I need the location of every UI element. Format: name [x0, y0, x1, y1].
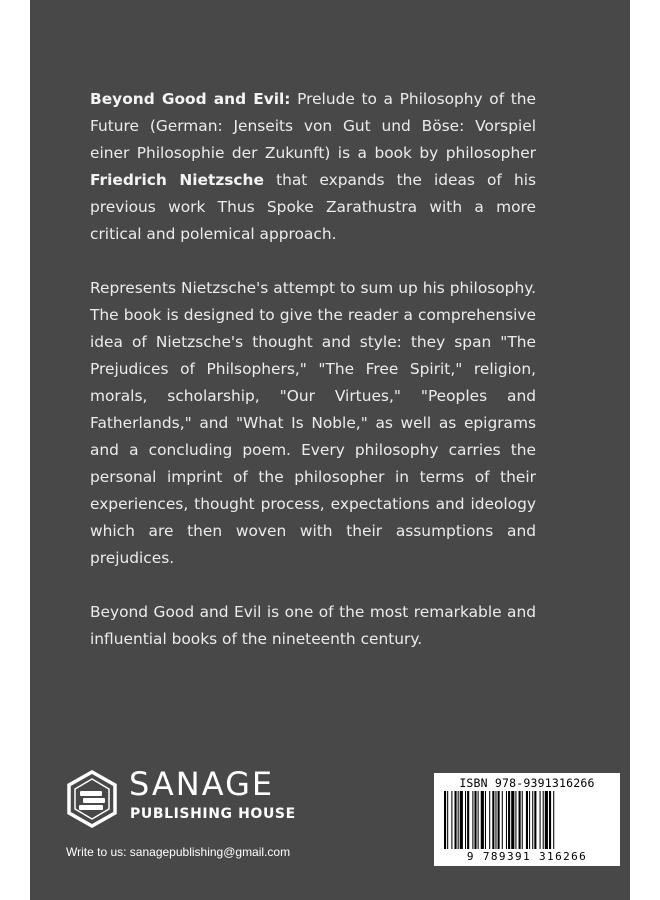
book-description — [90, 86, 536, 680]
books-hexagon-icon — [66, 770, 118, 828]
description-paragraph-2: Represents Nietzsche's attempt to sum up his philosophy. The book is designed to give the reader a comprehensive idea of Nietzsche's thought and style: they span "The Prejudices of Philsophers," "The Free Spirit," religion, morals, scholarship, "Our Virtues," "Peoples and Fatherlands," and "What Is Noble," as well as epigrams and a concluding poem. Every philosophy carries the personal imprint of the philosopher in terms of their experiences, thought process, expectations and ideology which are then woven with their assumptions and prejudices. — [90, 279, 536, 567]
description-paragraph-1: Beyond Good and Evil: Prelude to a Philosophy of the Future (German: Jenseits von Gut und Böse: Vorspiel einer Philosophie der Zukunft) is a book by philosopher Friedrich Nietzsche that expands the ideas of his previous work Thus Spoke Zarathustra with a more critical and polemical approach. — [90, 90, 537, 243]
barcode-bar — [447, 791, 448, 849]
book-title: Beyond Good and Evil: — [90, 90, 291, 108]
barcode-bar — [534, 791, 536, 849]
author-name: Friedrich Nietzsche — [90, 171, 264, 189]
barcode-bar — [492, 791, 494, 849]
barcode-bar — [444, 791, 446, 849]
publisher-block — [66, 766, 316, 836]
isbn-barcode — [434, 773, 620, 866]
description-paragraph-3: Beyond Good and Evil is one of the most remarkable and influential books of the nineteenth century. — [90, 603, 536, 648]
barcode-bars — [438, 791, 616, 849]
barcode-bar — [529, 791, 530, 849]
barcode-bar — [465, 791, 466, 849]
barcode-bar — [481, 791, 484, 849]
barcode-bar — [549, 791, 551, 849]
barcode-bar — [458, 791, 459, 849]
barcode-bar — [485, 791, 486, 849]
isbn-label: ISBN 978-9391316266 — [459, 776, 595, 790]
barcode-bar — [545, 791, 548, 849]
contact-email: Write to us: sanagepublishing@gmail.com — [66, 845, 291, 859]
barcode-bar — [553, 791, 554, 849]
barcode-bar — [515, 791, 516, 849]
barcode-bar — [472, 791, 473, 849]
barcode-bar — [506, 791, 507, 849]
barcode-bar — [460, 791, 463, 849]
barcode-bar — [474, 791, 476, 849]
barcode-bar — [519, 791, 521, 849]
barcode-bar — [522, 791, 523, 849]
barcode-bar — [451, 791, 452, 849]
publisher-name: SANAGE — [129, 765, 275, 803]
barcode-bar — [478, 791, 479, 849]
barcode-bar — [455, 791, 457, 849]
barcode-bar — [540, 791, 541, 849]
barcode-bar — [502, 791, 503, 849]
barcode-bar — [495, 791, 496, 849]
barcode-bar — [526, 791, 528, 849]
barcode-bar — [498, 791, 500, 849]
barcode-bar — [511, 791, 514, 849]
barcode-digits: 9 789391 316266 — [466, 850, 588, 863]
barcode-bar — [508, 791, 510, 849]
barcode-bar — [489, 791, 490, 849]
barcode-bar — [543, 791, 544, 849]
publisher-subtitle: PUBLISHING HOUSE — [130, 806, 296, 822]
barcode-bar — [467, 791, 469, 849]
barcode-bar — [532, 791, 533, 849]
